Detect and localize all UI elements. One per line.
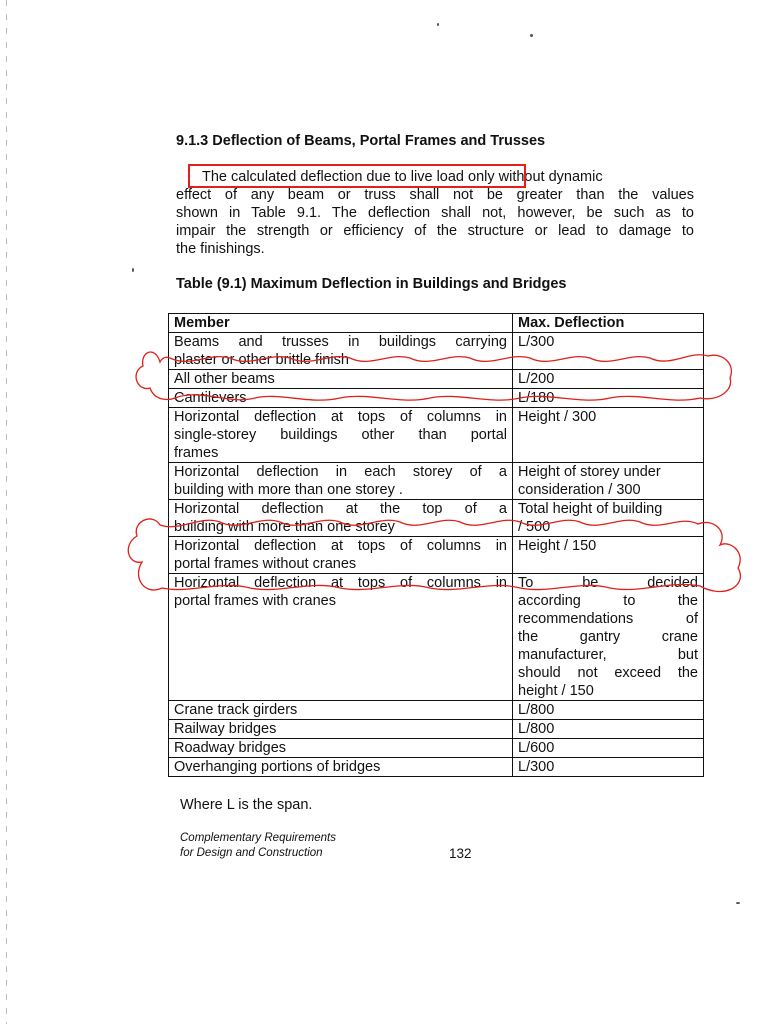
deflection-cell: To be decided according to the recommendations of the gantry crane manufacturer, but should not exceed the height / 150 (513, 574, 704, 701)
deflection-cell: L/300 (513, 758, 704, 777)
member-cell: Overhanging portions of bridges (169, 758, 513, 777)
deflection-cell: L/800 (513, 720, 704, 739)
member-cell: All other beams (169, 370, 513, 389)
section-heading: 9.1.3 Deflection of Beams, Portal Frames and Trusses (176, 133, 546, 149)
page-footer (180, 831, 336, 861)
paragraph-line: shown in Table 9.1. The deflection shall not, however, be such as to (176, 205, 694, 221)
footer-line: Complementary Requirements (180, 832, 336, 844)
member-cell: Cantilevers (169, 389, 513, 408)
paragraph-line: the finishings. (176, 241, 265, 257)
deflection-cell: L/300 (513, 333, 704, 370)
member-cell: Horizontal deflection at tops of columns in single-storey buildings other than portal frames (169, 408, 513, 463)
cloud-annotation-top (136, 352, 731, 400)
member-cell: Roadway bridges (169, 739, 513, 758)
member-cell: Horizontal deflection in each storey of a building with more than one storey . (169, 463, 513, 500)
deflection-cell: Height / 150 (513, 537, 704, 574)
paragraph-line: The calculated deflection due to live load only without dynamic (202, 169, 603, 185)
cloud-annotation-middle (128, 519, 740, 592)
paragraph-line: effect of any beam or truss shall not be greater than the values (176, 187, 694, 203)
paragraph-line: impair the strength or efficiency of the structure or lead to damage to (176, 223, 694, 239)
deflection-cell: L/200 (513, 370, 704, 389)
member-cell: Horizontal deflection at the top of a building with more than one storey (169, 500, 513, 537)
deflection-cell: L/800 (513, 701, 704, 720)
column-header-member: Member (169, 314, 513, 333)
deflection-cell: Total height of building / 500 (513, 500, 704, 537)
table-title: Table (9.1) Maximum Deflection in Buildings and Bridges (176, 276, 567, 292)
member-cell: Beams and trusses in buildings carrying plaster or other brittle finish (169, 333, 513, 370)
member-cell: Crane track girders (169, 701, 513, 720)
page-number: 132 (449, 846, 472, 861)
table-note: Where L is the span. (180, 797, 313, 813)
deflection-cell: L/180 (513, 389, 704, 408)
member-cell: Horizontal deflection at tops of columns in portal frames with cranes (169, 574, 513, 701)
member-cell: Horizontal deflection at tops of columns in portal frames without cranes (169, 537, 513, 574)
deflection-cell: Height / 300 (513, 408, 704, 463)
column-header-max-deflection: Max. Deflection (513, 314, 704, 333)
footer-line: for Design and Construction (180, 847, 323, 859)
member-cell: Railway bridges (169, 720, 513, 739)
deflection-cell: Height of storey under consideration / 300 (513, 463, 704, 500)
deflection-cell: L/600 (513, 739, 704, 758)
